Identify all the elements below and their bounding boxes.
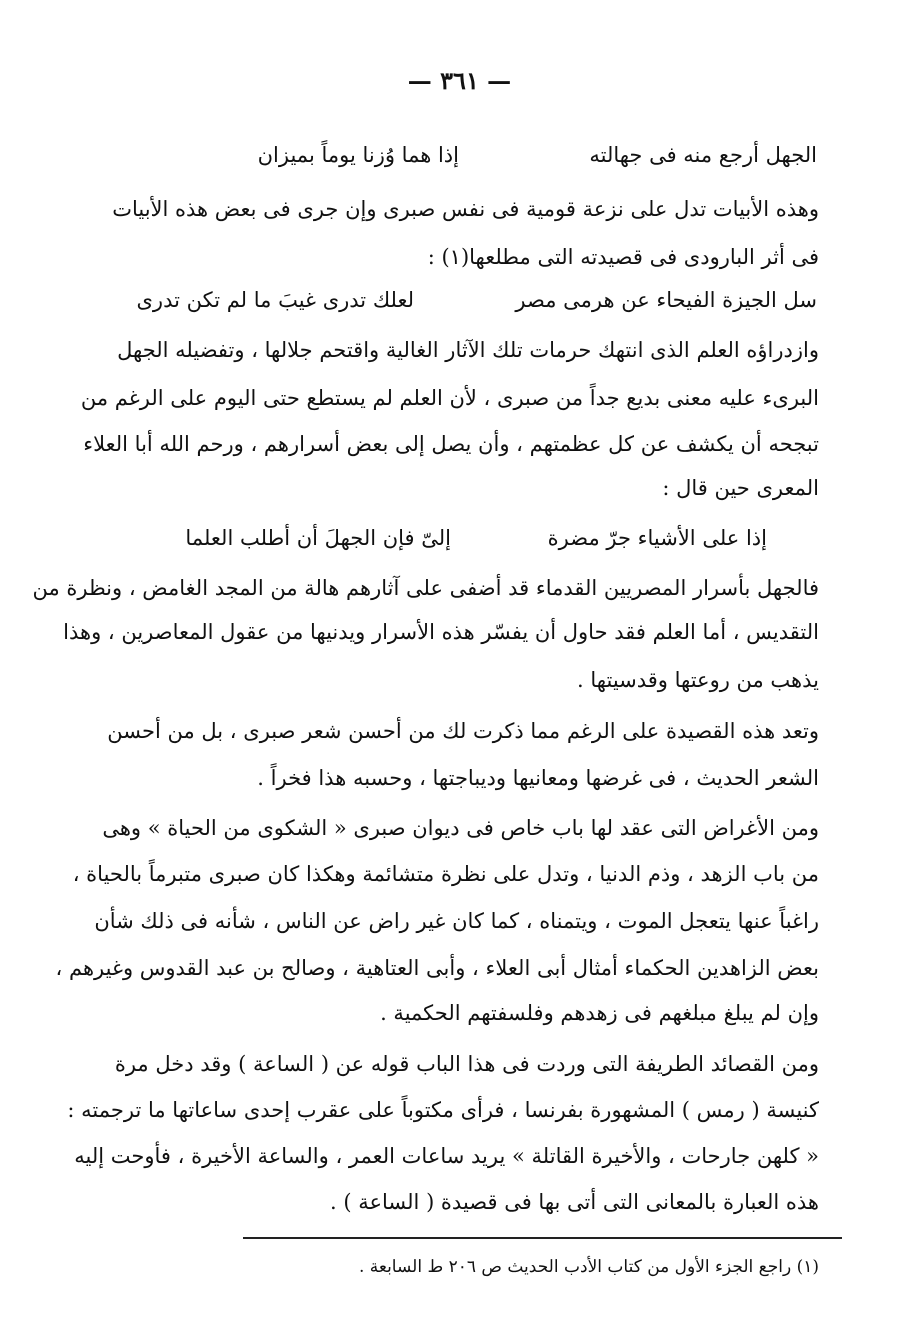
- para3-line-3: يذهب من روعتها وقدسيتها .: [577, 668, 819, 692]
- para5-line-1: ومن الأغراض التى عقد لها باب خاص فى ديوان صبرى « الشكوى من الحياة » وهى: [102, 816, 819, 840]
- para6-line-3: « كلهن جارحات ، والأخيرة القاتلة » يريد ساعات العمر ، والساعة الأخيرة ، فأوحت إليه: [74, 1144, 819, 1168]
- footnote-separator: [243, 1237, 842, 1239]
- verse-1-first-hemistich: الجهل أرجع منه فى جهالته: [589, 143, 817, 167]
- para3-line-2: التقديس ، أما العلم فقد حاول أن يفسّر هذه الأسرار ويدنيها من عقول المعاصرين ، وهذا: [63, 620, 819, 644]
- para6-line-1: ومن القصائد الطريفة التى وردت فى هذا الباب قوله عن ( الساعة ) وقد دخل مرة: [114, 1052, 819, 1076]
- para2-line-1: وازدراؤه العلم الذى انتهك حرمات تلك الآثار الغالية واقتحم جلالها ، وتفضيله الجهل: [117, 338, 819, 362]
- verse-2-second-hemistich: لعلك تدرى غيبَ ما لم تكن تدرى: [136, 288, 414, 312]
- para4-line-2: الشعر الحديث ، فى غرضها ومعانيها وديباجتها ، وحسبه هذا فخراً .: [257, 766, 819, 790]
- verse-3-first-hemistich: إذا على الأشياء جرّ مضرة: [547, 526, 767, 550]
- footnote: (١) راجع الجزء الأول من كتاب الأدب الحديث ص ٢٠٦ ط السابعة .: [358, 1257, 819, 1277]
- para6-line-2: كنيسة ( رمس ) المشهورة بفرنسا ، فرأى مكتوباً على عقرب إحدى ساعاتها ما ترجمته :: [67, 1098, 819, 1122]
- para6-line-4: هذه العبارة بالمعانى التى أتى بها فى قصيدة ( الساعة ) .: [330, 1190, 819, 1214]
- para1-line-2: فى أثر البارودى فى قصيدته التى مطلعها(١) :: [427, 245, 819, 269]
- para3-line-1: فالجهل بأسرار المصريين القدماء قد أضفى على آثارهم هالة من المجد الغامض ، ونظرة من: [32, 576, 819, 600]
- page-number: — ٣٦١ —: [407, 66, 512, 95]
- verse-1-second-hemistich: إذا هما وُزنا يوماً بميزان: [257, 143, 459, 167]
- para5-line-4: بعض الزاهدين الحكماء أمثال أبى العلاء ، وأبى العتاهية ، وصالح بن عبد القدوس وغيرهم ،: [55, 956, 819, 980]
- para2-line-3: تبجحه أن يكشف عن كل عظمتهم ، وأن يصل إلى بعض أسرارهم ، ورحم الله أبا العلاء: [83, 432, 819, 456]
- verse-3-second-hemistich: إلىّ فإن الجهلَ أن أطلب العلما: [185, 526, 451, 550]
- para5-line-2: من باب الزهد ، وذم الدنيا ، وتدل على نظرة متشائمة وهكذا كان صبرى متبرماً بالحياة ،: [72, 862, 819, 886]
- para1-line-1: وهذه الأبيات تدل على نزعة قومية فى نفس صبرى وإن جرى فى بعض هذه الأبيات: [112, 197, 819, 221]
- para5-line-5: وإن لم يبلغ مبلغهم فى زهدهم وفلسفتهم الحكمية .: [380, 1001, 819, 1025]
- verse-2-first-hemistich: سل الجيزة الفيحاء عن هرمى مصر: [515, 288, 817, 312]
- para4-line-1: وتعد هذه القصيدة على الرغم مما ذكرت لك من أحسن شعر صبرى ، بل من أحسن: [107, 719, 819, 743]
- para5-line-3: راغباً عنها يتعجل الموت ، ويتمناه ، كما كان غير راض عن الناس ، شأنه فى ذلك شأن: [94, 909, 819, 933]
- para2-line-2: البرىء عليه معنى بديع جداً من صبرى ، لأن العلم لم يستطع حتى اليوم على الرغم من: [80, 386, 819, 410]
- para2-line-4: المعرى حين قال :: [662, 476, 819, 500]
